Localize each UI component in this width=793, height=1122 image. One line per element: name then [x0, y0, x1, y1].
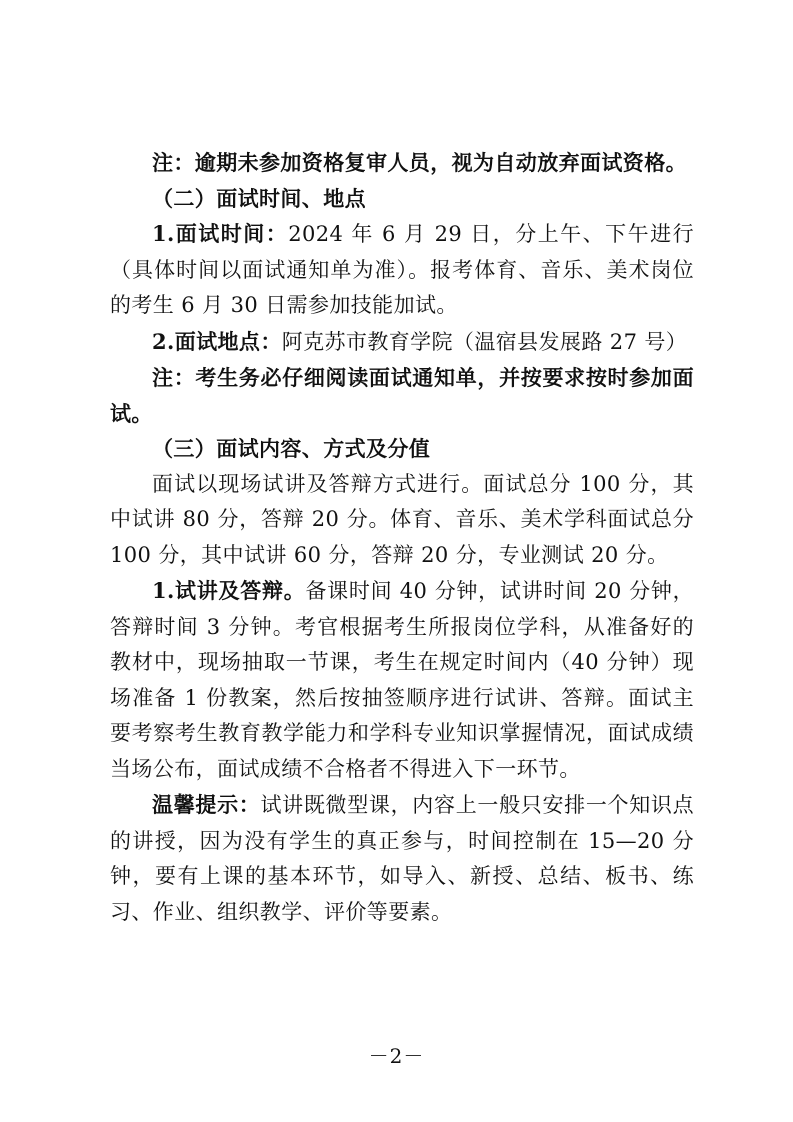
- section-heading-content-scoring: （三）面试内容、方式及分值: [152, 436, 431, 461]
- note-read-notice: 注：考生务必仔细阅读面试通知单，并按要求按时参加面试。: [110, 365, 694, 426]
- lecture-defense-label: 1.试讲及答辩。: [152, 578, 306, 603]
- interview-location-text: 阿克苏市教育学院（温宿县发展路 27 号）: [281, 329, 688, 354]
- paragraph-scoring: 面试以现场试讲及答辩方式进行。面试总分 100 分，其中试讲 80 分，答辩 20 分。体育、音乐、美术学科面试总分 100 分，其中试讲 60 分，答辩 20 分，专业测试 20 分。: [110, 471, 694, 567]
- tip-label: 温馨提示：: [152, 792, 261, 817]
- note-qualification: 注：逾期未参加资格复审人员，视为自动放弃面试资格。: [152, 150, 687, 175]
- tip-text: 试讲既微型课，内容上一般只安排一个知识点的讲授，因为没有学生的真正参与，时间控制在 15—20 分钟，要有上课的基本环节，如导入、新授、总结、板书、练习、作业、组织教学、评价等要素。: [110, 793, 695, 924]
- lecture-defense-text: 备课时间 40 分钟，试讲时间 20 分钟，答辩时间 3 分钟。考官根据考生所报岗位学科，从准备好的教材中，现场抽取一节课，考生在规定时间内（40 分钟）现场准备 1 份教案，然后按抽签顺序进行试讲、答辩。面试主要考察考生教育教学能力和学科专业知识掌握情况，面试成绩当场公布，面试成绩不合格者不得进入下一环节。: [110, 579, 694, 781]
- page-number: －2－: [368, 1044, 425, 1068]
- paragraph-interview-location: [110, 324, 694, 361]
- paragraph-interview-time: [110, 216, 694, 324]
- interview-location-label: 2.面试地点：: [152, 328, 282, 354]
- section-heading-time-location: （二）面试时间、地点: [152, 185, 366, 211]
- interview-time-text: 2024 年 6 月 29 日，分上午、下午进行（具体时间以面试通知单为准）。报考体育、音乐、美术岗位的考生 6 月 30 日需参加技能加试。: [110, 222, 694, 317]
- paragraph-tip: [110, 787, 694, 930]
- paragraph-lecture-defense: [110, 573, 694, 787]
- document-body: [110, 145, 694, 930]
- interview-time-label: 1.面试时间：: [152, 221, 289, 246]
